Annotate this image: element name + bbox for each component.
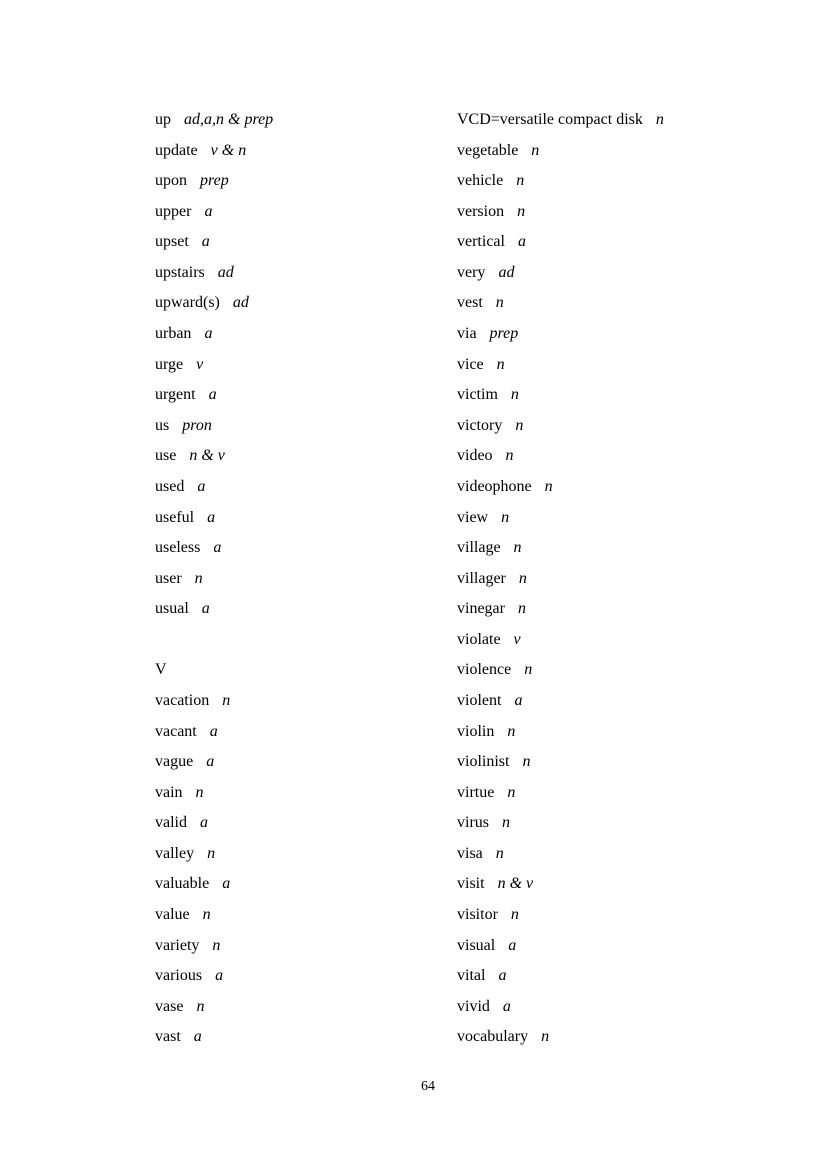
word-entry [457,839,777,870]
word-entry [155,747,450,778]
part-of-speech-label: n [655,111,664,128]
word-text: valley [155,844,195,862]
part-of-speech-label: n [515,416,524,434]
part-of-speech-label: n [207,844,216,862]
word-entry [457,931,777,962]
word-entry [155,472,450,503]
word-text: vain [155,783,183,801]
part-of-speech-label: a [207,508,216,526]
word-entry [457,136,777,167]
word-text: upper [155,202,192,220]
part-of-speech-label: n [541,1028,550,1046]
part-of-speech-label: a [208,386,217,404]
part-of-speech-label: n [522,753,531,771]
part-of-speech-label: a [215,967,224,985]
part-of-speech-label: n [202,906,211,924]
part-of-speech-label: n [222,691,231,709]
word-text: vase [155,997,184,1015]
part-of-speech-label: prep [200,172,229,190]
word-text: update [155,141,198,159]
part-of-speech-label: a [200,814,208,832]
word-text: virtue [457,783,495,801]
word-entry [457,288,777,319]
word-entry [155,166,450,197]
part-of-speech-label: a [204,325,213,343]
word-entry [155,1022,450,1053]
part-of-speech-label: v [196,355,204,373]
part-of-speech-label: a [213,539,222,557]
word-text: violence [457,661,512,679]
part-of-speech-label: ad,a,n & prep [184,111,274,128]
word-text: urban [155,325,192,343]
word-text: vertical [457,233,505,251]
word-text: urge [155,355,184,373]
word-text: violin [457,722,495,740]
word-entry [155,136,450,167]
part-of-speech-label: n [195,783,204,801]
word-text: video [457,447,493,465]
word-entry [457,961,777,992]
word-entry [155,288,450,319]
word-text: victory [457,416,503,434]
word-text: vast [155,1028,181,1046]
word-entry [155,961,450,992]
part-of-speech-label: a [222,875,231,893]
word-entry [457,441,777,472]
word-entry [457,869,777,900]
part-of-speech-label: a [502,997,511,1015]
part-of-speech-label: n & v [189,447,225,465]
word-entry [457,503,777,534]
word-entry [457,350,777,381]
word-entry [155,411,450,442]
word-entry [457,655,777,686]
word-text: value [155,906,190,924]
part-of-speech-label: n [196,997,205,1015]
word-text: various [155,967,203,985]
word-entry [155,227,450,258]
word-text: visit [457,875,485,893]
word-text: valuable [155,875,210,893]
part-of-speech-label: n [510,906,519,924]
part-of-speech-label: a [206,753,215,771]
word-entry [457,380,777,411]
word-text: upon [155,172,187,190]
part-of-speech-label: a [209,722,218,740]
part-of-speech-label: a [508,936,517,954]
part-of-speech-label: n [517,600,526,618]
word-entry [457,533,777,564]
word-entry [457,1022,777,1053]
word-text: village [457,539,501,557]
part-of-speech-label: a [201,233,210,251]
word-entry [155,931,450,962]
word-entry [457,625,777,656]
part-of-speech-label: a [517,233,526,251]
blank-row [155,625,450,656]
word-text: violent [457,691,502,709]
part-of-speech-label: n [495,294,504,312]
word-text: virus [457,814,489,832]
part-of-speech-label: n [513,539,522,557]
word-text: vegetable [457,141,519,159]
word-entry [155,350,450,381]
word-text: videophone [457,477,532,495]
word-entry [155,380,450,411]
part-of-speech-label: a [197,477,206,495]
word-entry [457,258,777,289]
word-entry [457,808,777,839]
word-text: visual [457,936,496,954]
word-text: vehicle [457,172,504,190]
part-of-speech-label: a [514,691,523,709]
word-entry [457,992,777,1023]
word-text: victim [457,386,498,404]
word-entry [457,686,777,717]
word-entry [155,808,450,839]
part-of-speech-label: n [212,936,221,954]
word-text: usual [155,600,189,618]
word-entry [155,197,450,228]
word-entry [155,258,450,289]
word-text: upset [155,233,189,251]
part-of-speech-label: n [194,569,203,587]
word-text: up [155,111,171,128]
word-entry [155,869,450,900]
word-text: vacation [155,691,210,709]
word-entry [155,564,450,595]
word-entry [155,839,450,870]
word-text: visitor [457,906,498,924]
word-entry [155,717,450,748]
word-text: via [457,325,477,343]
word-text: violate [457,630,501,648]
part-of-speech-label: a [201,600,210,618]
part-of-speech-label: ad [217,263,234,281]
word-entry [457,166,777,197]
word-entry [457,105,777,136]
word-text: very [457,263,486,281]
word-text: use [155,447,177,465]
word-text: useful [155,508,195,526]
part-of-speech-label: n [502,814,510,832]
word-entry [457,778,777,809]
word-entry [457,227,777,258]
word-text: view [457,508,489,526]
word-text: used [155,477,185,495]
part-of-speech-label: n [501,508,510,526]
part-of-speech-label: n & v [497,875,534,893]
word-entry [457,411,777,442]
word-entry [155,319,450,350]
part-of-speech-label: a [204,202,213,220]
word-entry [457,747,777,778]
part-of-speech-label: ad [498,263,515,281]
word-text: upward(s) [155,294,220,312]
word-text: VCD=versatile compact disk [457,111,643,128]
word-entry [155,441,450,472]
word-text: vice [457,355,484,373]
word-text: vinegar [457,600,505,618]
word-entry [155,503,450,534]
part-of-speech-label: a [498,967,507,985]
word-text: upstairs [155,263,205,281]
word-text: vague [155,753,194,771]
part-of-speech-label: n [507,722,516,740]
word-entry [457,319,777,350]
word-entry [155,778,450,809]
word-text: vital [457,967,486,985]
word-entry [155,533,450,564]
word-text: villager [457,569,506,587]
word-entry [457,564,777,595]
word-text: user [155,569,182,587]
page-number: 64 [421,1079,435,1094]
word-text: valid [155,814,187,832]
word-text: vocabulary [457,1028,529,1046]
word-entry [457,472,777,503]
section-header [155,655,450,686]
part-of-speech-label: n [517,202,526,220]
section-letter: V [155,661,167,679]
word-list-column-left [155,105,450,1053]
part-of-speech-label: n [516,172,525,190]
part-of-speech-label: pron [182,416,212,434]
word-entry [457,594,777,625]
part-of-speech-label: n [507,783,516,801]
word-text: urgent [155,386,196,404]
word-text: vest [457,294,483,312]
part-of-speech-label: n [495,844,504,862]
word-entry [457,197,777,228]
word-entry [457,717,777,748]
word-text: variety [155,936,200,954]
word-entry [457,900,777,931]
part-of-speech-label: n [505,447,514,465]
part-of-speech-label: n [531,141,540,159]
word-text: visa [457,844,483,862]
word-entry [155,105,450,136]
word-text: vacant [155,722,197,740]
part-of-speech-label: prep [489,325,519,343]
part-of-speech-label: n [518,569,527,587]
part-of-speech-label: a [193,1028,202,1046]
part-of-speech-label: n [544,477,553,495]
part-of-speech-label: v & n [210,141,247,159]
part-of-speech-label: n [524,661,533,679]
word-text: us [155,416,170,434]
word-entry [155,594,450,625]
part-of-speech-label: n [496,355,505,373]
part-of-speech-label: ad [232,294,249,312]
part-of-speech-label: v [513,630,521,648]
word-text: version [457,202,505,220]
word-text: violinist [457,753,510,771]
word-text: useless [155,539,201,557]
word-entry [155,992,450,1023]
word-text: vivid [457,997,490,1015]
part-of-speech-label: n [510,386,519,404]
word-entry [155,686,450,717]
word-list-column-right [457,105,777,1053]
word-entry [155,900,450,931]
